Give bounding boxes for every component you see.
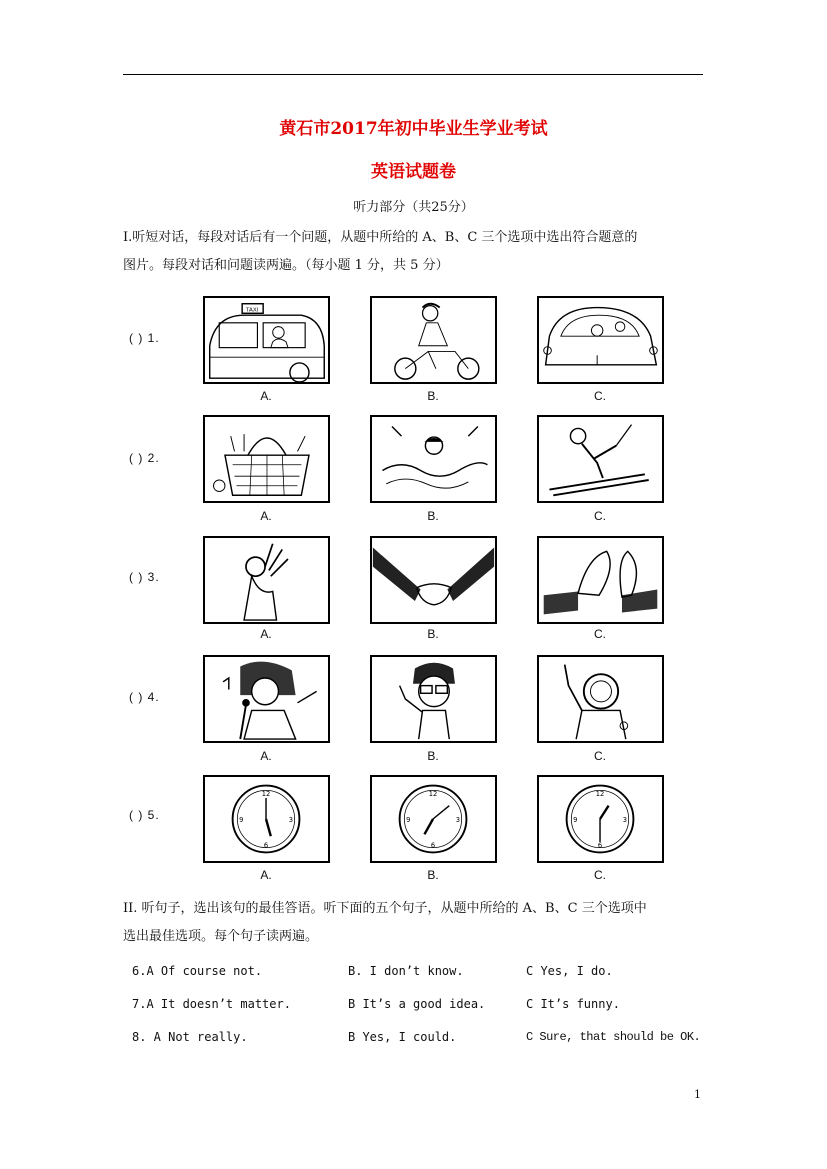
part1-instruction <box>123 224 705 280</box>
svg-text:12: 12 <box>428 790 438 799</box>
svg-text:6: 6 <box>263 841 269 850</box>
svg-text:6: 6 <box>430 841 436 850</box>
q3-letter-b: B. <box>427 627 439 641</box>
singer-icon <box>205 657 328 741</box>
q4-letter-a: A. <box>260 749 272 763</box>
skier-icon <box>539 417 662 501</box>
q4-option-c-astronaut-picture[interactable] <box>537 655 664 743</box>
q1-letter-c: C. <box>594 389 606 403</box>
q1-option-c-driving-picture[interactable] <box>537 296 664 384</box>
q2-letter-c: C. <box>594 509 606 523</box>
q3-option-c-clapping-picture[interactable] <box>537 536 664 624</box>
svg-text:12: 12 <box>261 790 271 799</box>
q5-letter-b: B. <box>427 868 439 882</box>
q8-option-a: 8. A Not really. <box>132 1030 248 1044</box>
q1-option-b-bicycle-picture[interactable] <box>370 296 497 384</box>
clapping-icon <box>539 538 662 622</box>
question-2-number: ( ) 2. <box>129 451 160 465</box>
swimmer-icon <box>372 417 495 501</box>
part2-instruction-line1: II. 听句子，选出该句的最佳答语。听下面的五个句子，从题中所给的 A、B、C 三个选项中 <box>123 901 647 916</box>
svg-text:3: 3 <box>622 815 627 824</box>
q2-option-a-picnic-picture[interactable] <box>203 415 330 503</box>
taxi-icon <box>205 298 328 382</box>
astronaut-icon <box>539 657 662 741</box>
svg-text:9: 9 <box>239 815 244 824</box>
q1-option-a-taxi-picture[interactable] <box>203 296 330 384</box>
q5-letter-c: C. <box>594 868 606 882</box>
q2-option-c-skiing-picture[interactable] <box>537 415 664 503</box>
header-rule <box>123 74 703 75</box>
glasses-man-icon <box>372 657 495 741</box>
part2-instruction <box>123 895 705 951</box>
q7-option-a: 7.A It doesn’t matter. <box>132 997 291 1011</box>
svg-text:9: 9 <box>406 815 411 824</box>
part2-instruction-line2: 选出最佳选项。每个句子读两遍。 <box>123 929 319 944</box>
q1-letter-b: B. <box>427 389 439 403</box>
svg-text:6: 6 <box>597 841 603 850</box>
q6-option-a: 6.A Of course not. <box>132 964 263 978</box>
q3-letter-a: A. <box>260 627 272 641</box>
q2-letter-b: B. <box>427 509 439 523</box>
q4-option-a-singer-picture[interactable] <box>203 655 330 743</box>
question-1-number: ( ) 1. <box>129 331 160 345</box>
q4-letter-b: B. <box>427 749 439 763</box>
q2-option-b-swimming-picture[interactable] <box>370 415 497 503</box>
q5-option-a-clock-picture[interactable] <box>203 775 330 863</box>
part1-instruction-line1: Ⅰ.听短对话，每段对话后有一个问题，从题中所给的 A、B、C 三个选项中选出符合题意的 <box>123 230 638 245</box>
q8-option-b: B Yes, I could. <box>348 1030 457 1044</box>
q3-option-a-ok-sign-picture[interactable] <box>203 536 330 624</box>
clock-icon <box>539 777 662 861</box>
bicycle-icon <box>372 298 495 382</box>
q5-option-b-clock-picture[interactable] <box>370 775 497 863</box>
q6-option-c: C Yes, I do. <box>526 964 613 978</box>
q6-option-b: B. I don’t know. <box>348 964 464 978</box>
exam-title: 黄石市2017年初中毕业生学业考试 <box>279 119 548 139</box>
svg-text:12: 12 <box>595 790 605 799</box>
handshake-icon <box>372 538 495 622</box>
q2-letter-a: A. <box>260 509 272 523</box>
svg-text:3: 3 <box>455 815 460 824</box>
svg-text:9: 9 <box>573 815 578 824</box>
basket-icon <box>205 417 328 501</box>
q5-letter-a: A. <box>260 868 272 882</box>
question-3-number: ( ) 3. <box>129 570 160 584</box>
q8-option-c: C Sure, that should be OK. <box>526 1030 701 1044</box>
q5-option-c-clock-picture[interactable] <box>537 775 664 863</box>
q3-option-b-handshake-picture[interactable] <box>370 536 497 624</box>
svg-text:3: 3 <box>288 815 293 824</box>
q7-option-b: B It’s a good idea. <box>348 997 486 1011</box>
q7-option-c: C It’s funny. <box>526 997 620 1011</box>
part1-instruction-line2: 图片。每段对话和问题读两遍。（每小题 1 分，共 5 分） <box>123 258 449 273</box>
question-5-number: ( ) 5. <box>129 808 160 822</box>
q4-option-b-glasses-man-picture[interactable] <box>370 655 497 743</box>
clock-icon <box>205 777 328 861</box>
q1-letter-a: A. <box>260 389 272 403</box>
q4-letter-c: C. <box>594 749 606 763</box>
q3-letter-c: C. <box>594 627 606 641</box>
question-4-number: ( ) 4. <box>129 690 160 704</box>
svg-text:TAXI: TAXI <box>245 307 259 314</box>
clock-icon <box>372 777 495 861</box>
page-number: 1 <box>694 1088 701 1101</box>
car-driver-icon <box>539 298 662 382</box>
exam-subtitle: 英语试题卷 <box>371 162 456 182</box>
ok-hand-icon <box>205 538 328 622</box>
listening-section-heading: 听力部分（共25分） <box>353 200 474 215</box>
